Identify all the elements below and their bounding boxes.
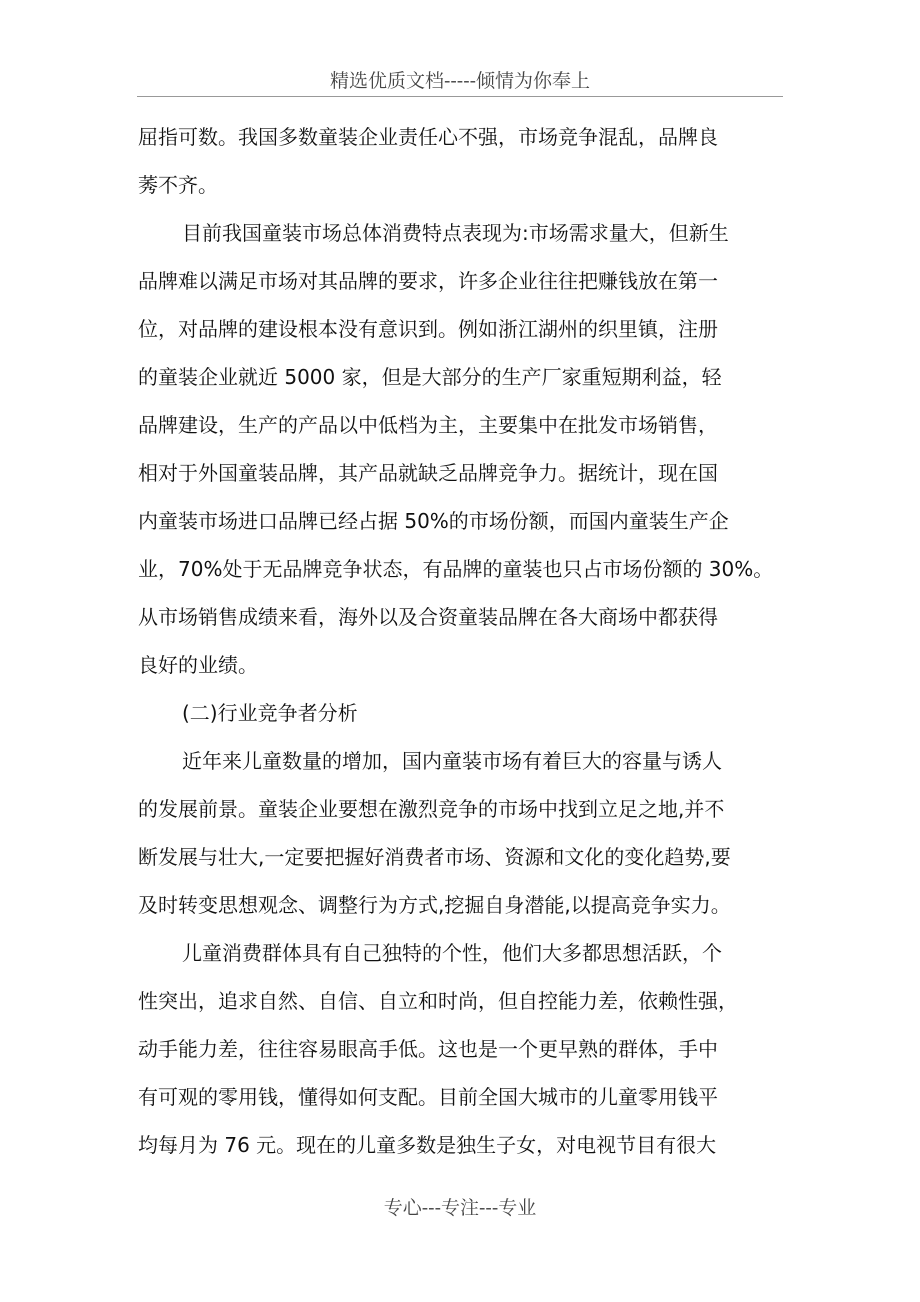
text-line: 内童装市场进口品牌已经占据 50%的市场份额，而国内童装生产企	[138, 509, 729, 533]
paragraph-start-line: 近年来儿童数量的增加，国内童装市场有着巨大的容量与诱人	[182, 749, 722, 773]
text-line: 断发展与壮大,一定要把握好消费者市场、资源和文化的变化趋势,要	[138, 845, 731, 869]
text-line: 性突出，追求自然、自信、自立和时尚，但自控能力差，依赖性强，	[138, 989, 738, 1013]
text-line: 品牌难以满足市场对其品牌的要求，许多企业往往把赚钱放在第一	[138, 269, 718, 293]
text-line: 动手能力差，往往容易眼高手低。这也是一个更早熟的群体，手中	[138, 1037, 718, 1061]
header-divider	[137, 96, 783, 97]
text-line: 的童装企业就近 5000 家，但是大部分的生产厂家重短期利益，轻	[138, 365, 722, 389]
text-line: 业，70%处于无品牌竞争状态，有品牌的童装也只占市场份额的 30%。	[138, 557, 774, 581]
text-line: 均每月为 76 元。现在的儿童多数是独生子女，对电视节目有很大	[138, 1133, 717, 1157]
text-line: 品牌建设，生产的产品以中低档为主，主要集中在批发市场销售，	[138, 413, 718, 437]
text-line: 莠不齐。	[138, 173, 218, 197]
paragraph-start-line: 儿童消费群体具有自己独特的个性，他们大多都思想活跃，个	[182, 941, 722, 965]
text-line: 良好的业绩。	[138, 653, 258, 677]
page-footer: 专心---专注---专业	[383, 1197, 537, 1219]
section-heading: (二)行业竞争者分析	[182, 701, 358, 725]
text-line: 从市场销售成绩来看，海外以及合资童装品牌在各大商场中都获得	[138, 605, 718, 629]
text-line: 位，对品牌的建设根本没有意识到。例如浙江湖州的织里镇，注册	[138, 317, 718, 341]
text-line: 相对于外国童装品牌，其产品就缺乏品牌竞争力。据统计，现在国	[138, 461, 718, 485]
page-header: 精选优质文档-----倾情为你奉上	[329, 70, 591, 92]
body-text	[138, 113, 798, 1169]
text-line: 及时转变思想观念、调整行为方式,挖掘自身潜能,以提高竞争实力。	[138, 893, 731, 917]
text-line: 屈指可数。我国多数童装企业责任心不强，市场竞争混乱，品牌良	[138, 125, 718, 149]
paragraph-start-line: 目前我国童装市场总体消费特点表现为:市场需求量大，但新生	[182, 221, 729, 245]
text-line: 有可观的零用钱，懂得如何支配。目前全国大城市的儿童零用钱平	[138, 1085, 718, 1109]
text-line: 的发展前景。童装企业要想在激烈竞争的市场中找到立足之地,并不	[138, 797, 725, 821]
